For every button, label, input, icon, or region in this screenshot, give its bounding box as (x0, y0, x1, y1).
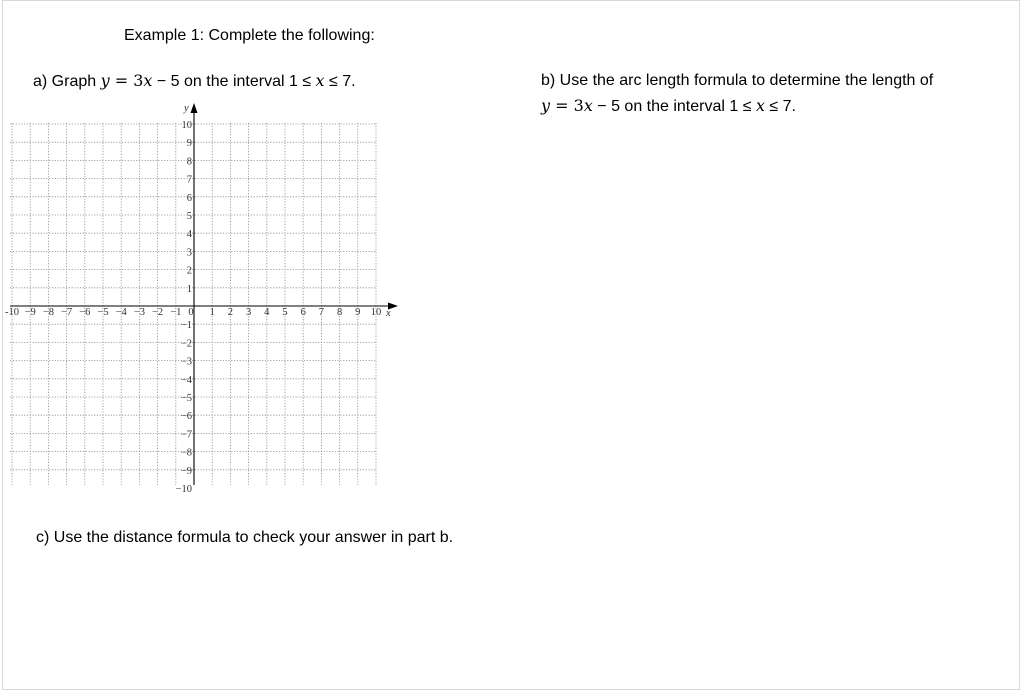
y-tick-label: 3 (186, 247, 192, 259)
x-tick-label: 1 (209, 307, 215, 318)
x-tick-label: -10 (5, 307, 19, 318)
y-tick-label: 4 (186, 229, 192, 241)
part-c-prompt: c) Use the distance formula to check your answer in part b. (36, 529, 454, 546)
y-tick-label: 5 (186, 211, 192, 222)
y-tick-label: 7 (186, 174, 192, 186)
y-tick-label: −3 (180, 356, 192, 368)
part-a-prompt (33, 71, 356, 91)
y-tick-label: 1 (186, 283, 192, 295)
y-tick-label: −9 (180, 465, 192, 477)
x-tick-label: −5 (97, 307, 109, 318)
part-b-prompt-line1: b) Use the arc length formula to determine the length of (541, 72, 934, 89)
x-axis-label: x (386, 308, 391, 319)
y-axis-label: y (184, 103, 189, 114)
x-tick-label: −2 (152, 307, 164, 318)
x-tick-label: −8 (42, 307, 54, 318)
x-tick-label: 6 (300, 307, 306, 318)
x-tick-label: 8 (336, 307, 343, 318)
part-b-prompt-line2 (541, 96, 796, 116)
x-tick-label: −1 (170, 307, 182, 318)
x-tick-label: 3 (245, 307, 252, 318)
grid-lines (10, 123, 376, 485)
x-tick-label: −3 (133, 307, 145, 318)
part-a-interval: − 5 on the interval 1 ≤ x ≤ 7. (152, 71, 356, 90)
x-tick-label: 4 (264, 307, 270, 318)
x-tick-label: 9 (355, 307, 361, 318)
y-tick-label: 9 (186, 138, 192, 150)
part-a-prefix: a) Graph (33, 73, 101, 90)
y-tick-label: −6 (180, 411, 192, 423)
y-tick-label: 8 (186, 156, 192, 168)
y-tick-label: −5 (180, 393, 192, 404)
y-tick-label: −7 (180, 429, 192, 441)
part-a-equation: y = 3x (100, 71, 153, 90)
x-tick-label: 10 (370, 307, 382, 318)
x-tick-label: 0 (188, 307, 194, 318)
x-tick-label: −7 (61, 307, 73, 318)
x-tick-label: −4 (115, 307, 127, 318)
y-tick-label: −4 (180, 374, 192, 386)
part-b-interval: − 5 on the interval 1 ≤ x ≤ 7. (592, 96, 796, 115)
y-tick-label: −1 (180, 320, 192, 332)
x-tick-label: 5 (282, 307, 288, 318)
axis-labels (5, 103, 391, 495)
y-tick-label: 10 (181, 120, 192, 131)
y-tick-label: −10 (175, 484, 192, 495)
coordinate-grid[interactable] (0, 95, 420, 495)
y-tick-label: −2 (180, 338, 192, 350)
example-title: Example 1: Complete the following: (124, 27, 375, 44)
y-axis-arrow-icon (191, 103, 198, 113)
y-tick-label: 2 (186, 265, 192, 277)
x-tick-label: 7 (318, 307, 325, 318)
part-b-equation: y = 3x (541, 96, 593, 115)
y-tick-label: −8 (180, 447, 192, 459)
x-tick-label: 2 (227, 307, 234, 318)
x-tick-label: −9 (24, 307, 36, 318)
x-tick-label: −6 (79, 307, 91, 318)
y-tick-label: 6 (186, 192, 192, 204)
